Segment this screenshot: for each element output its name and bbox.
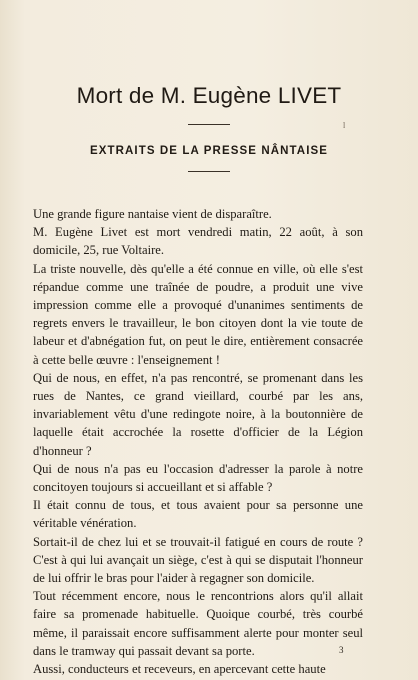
paragraph: Qui de nous n'a pas eu l'occasion d'adresser la parole à notre concitoyen toujours si accueillant et si affable ? bbox=[33, 461, 363, 495]
paragraph: La triste nouvelle, dès qu'elle a été connue en ville, où elle s'est répandue comme une traînée de poudre, a produit une vive impression comme elle a provoqué d'unanimes sentiments de regrets envers le travailleur, le bon citoyen dont la vie toute de labeur et d'abnégation fut, on peut le dire, entièrement consacrée à cette belle œuvre : l'enseignement ! bbox=[33, 261, 363, 367]
article-body bbox=[33, 205, 363, 678]
paragraph: Sortait-il de chez lui et se trouvait-il fatigué en cours de route ? C'est à qui lui avançait un siège, c'est à qui se disputait l'honneur de lui offrir le bras pour l'aider à regagner son domicile. bbox=[33, 534, 363, 586]
paragraph: Tout récemment encore, nous le rencontrions alors qu'il allait faire sa promenade habituelle. Quoique courbé, très courbé même, il paraissait encore suffisamment alerte pour monter seul dans le tramway qui passait devant sa porte. bbox=[33, 589, 363, 658]
margin-mark: l bbox=[343, 121, 346, 130]
title-rule bbox=[188, 124, 230, 125]
article-subtitle: EXTRAITS DE LA PRESSE NÂNTAISE bbox=[89, 145, 329, 157]
paragraph: Aussi, conducteurs et receveurs, en apercevant cette haute bbox=[33, 662, 326, 677]
paragraph: Il était connu de tous, et tous avaient pour sa personne une véritable vénération. bbox=[33, 498, 363, 531]
article-title: Mort de M. Eugène LIVET bbox=[76, 83, 342, 108]
subtitle-rule bbox=[188, 171, 230, 172]
paragraph: M. Eugène Livet est mort vendredi matin, 22 août, à son domicile, 25, rue Voltaire. bbox=[33, 225, 363, 258]
paragraph: Qui de nous, en effet, n'a pas rencontré, se promenant dans les rues de Nantes, ce grand vieillard, courbé par les ans, invariablement vêtu d'une redingote noire, à la boutonnière de laquelle était accrochée la rosette d'officier de la Légion d'honneur ? bbox=[33, 370, 363, 458]
paragraph: Une grande figure nantaise vient de disparaître. bbox=[33, 207, 272, 221]
page-number: 3 bbox=[339, 645, 344, 655]
